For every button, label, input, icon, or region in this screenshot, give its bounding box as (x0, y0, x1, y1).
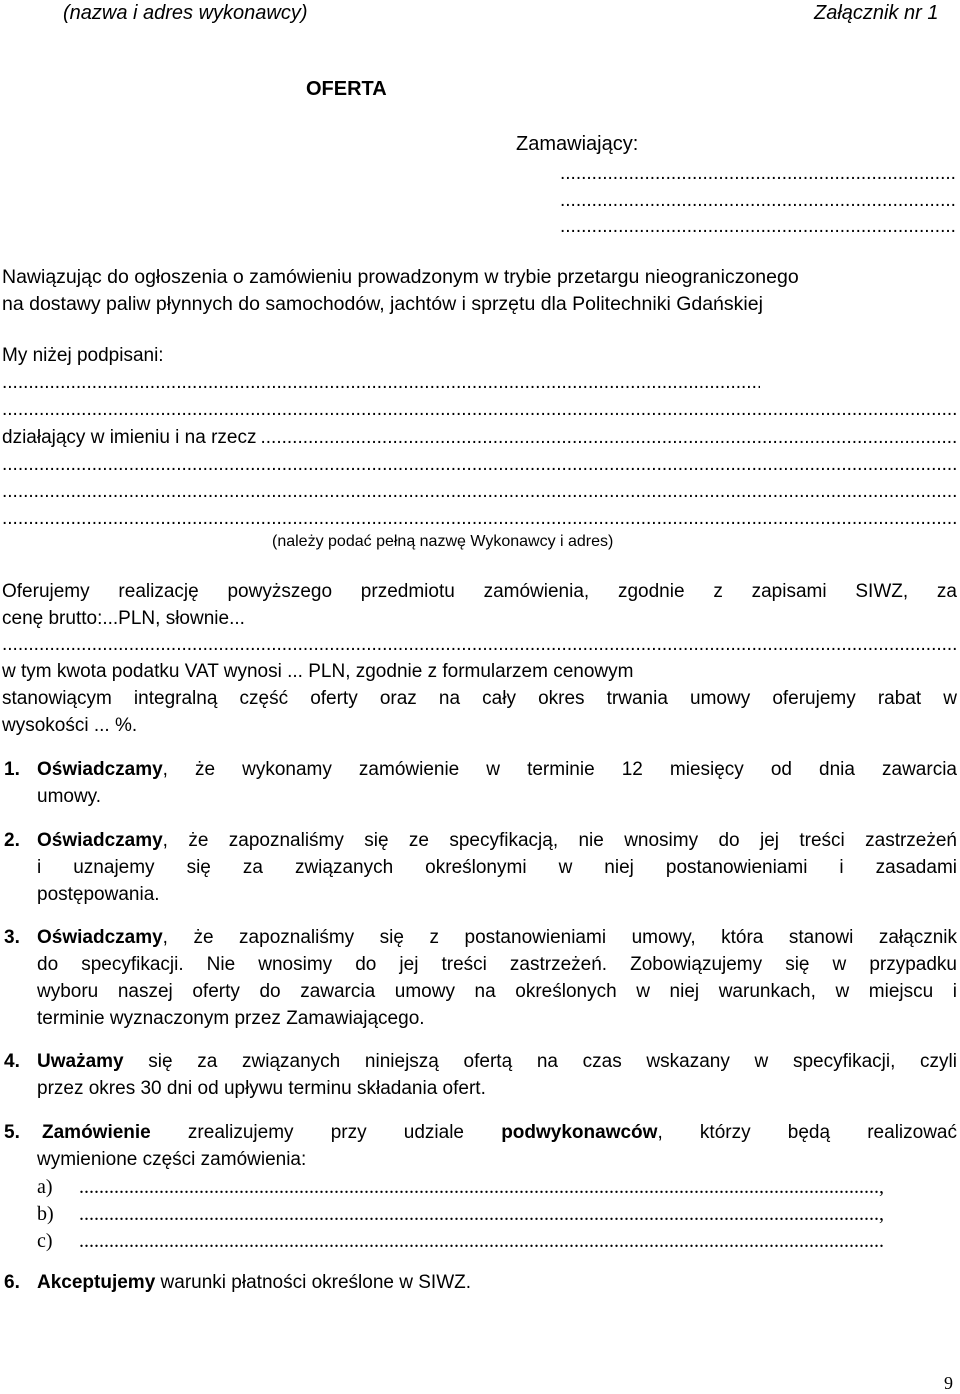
item-3-line-4: terminie wyznaczonym przez Zamawiającego. (37, 1008, 425, 1029)
item-4-line-2: przez okres 30 dni od upływu terminu składania ofert. (37, 1078, 486, 1099)
subcontract-item-c (37, 1230, 897, 1253)
item-3-text: , że zapoznaliśmy się z postanowieniami umowy, która stanowi załącznik (162, 927, 957, 948)
acting-dotted-line-3 (2, 481, 957, 503)
client-dotted-line-3 (560, 216, 957, 238)
subcontract-end-a: , (879, 1176, 884, 1198)
subcontract-end-b: , (879, 1203, 884, 1225)
offer-line-4: stanowiącym integralną część oferty oraz na cały okres trwania umowy oferujemy rabat w (2, 688, 957, 709)
acting-label: działający w imieniu i na rzecz (2, 427, 257, 448)
contractor-name-label: (nazwa i adres wykonawcy) (63, 2, 308, 24)
acting-dotted (261, 427, 958, 449)
offer-line-3: w tym kwota podatku VAT wynosi ... PLN, zgodnie z formularzem cenowym (2, 661, 634, 682)
subcontract-label-c: c) (37, 1230, 53, 1252)
document-title: OFERTA (306, 78, 387, 100)
intro-line-1: Nawiązując do ogłoszenia o zamówieniu prowadzonym w trybie przetargu nieograniczonego (2, 266, 799, 288)
client-label: Zamawiający: (516, 133, 639, 155)
subcontract-item-a (37, 1176, 897, 1199)
attachment-label: Załącznik nr 1 (814, 2, 939, 24)
signatories-dotted-line-1 (2, 372, 760, 394)
acting-dotted-line-4 (2, 508, 957, 530)
intro-line-2: na dostawy paliw płynnych do samochodów, jachtów i sprzętu dla Politechniki Gdańskiej (2, 293, 763, 315)
acting-dotted-line-2 (2, 454, 957, 476)
item-6-bold: Akceptujemy (37, 1272, 156, 1293)
item-6-text: warunki płatności określone w SIWZ. (155, 1272, 472, 1293)
page-number: 9 (944, 1373, 953, 1393)
item-5-text-a: zrealizujemy przy udziale (150, 1122, 502, 1143)
subcontract-label-a: a) (37, 1176, 53, 1198)
item-2-bold: Oświadczamy (37, 830, 163, 851)
item-5-text-b: , którzy będą realizować (657, 1122, 957, 1143)
item-1-number: 1. (4, 759, 20, 780)
item-5-number: 5. (4, 1122, 20, 1143)
signatories-dotted-line-2 (2, 399, 957, 421)
signatories-label: My niżej podpisani: (2, 345, 164, 366)
item-2-line-2: i uznajemy się za związanych określonymi w niej postanowieniami i zasadami (37, 857, 957, 878)
offer-line-5: wysokości ... %. (2, 715, 138, 736)
contractor-note: (należy podać pełną nazwę Wykonawcy i adres) (272, 533, 614, 550)
item-6-number: 6. (4, 1272, 20, 1293)
client-dotted-line-2 (560, 190, 957, 212)
subcontract-dots-a (79, 1176, 879, 1199)
offer-line-2: cenę brutto:...PLN, słownie... (2, 608, 245, 629)
item-1-line-1 (37, 759, 957, 781)
subcontract-dots-c (79, 1230, 885, 1253)
item-4-text: się za związanych niniejszą ofertą na czas wskazany w specyfikacji, czyli (123, 1051, 957, 1072)
subcontract-item-b (37, 1203, 897, 1226)
offer-line-1: Oferujemy realizację powyższego przedmiotu zamówienia, zgodnie z zapisami SIWZ, za (2, 581, 957, 602)
item-3-line-3: wyboru naszej oferty do zawarcia umowy na określonych w niej warunkach, w miejscu i (37, 981, 957, 1002)
item-3-bold: Oświadczamy (37, 927, 163, 948)
item-5-line-1 (42, 1122, 957, 1144)
item-2-line-3: postępowania. (37, 884, 160, 905)
item-5-line-2: wymienione części zamówienia: (37, 1149, 307, 1170)
offer-dotted-line (2, 634, 957, 656)
item-5-bold: Zamówienie (42, 1122, 151, 1143)
item-4-number: 4. (4, 1051, 20, 1072)
item-4-bold: Uważamy (37, 1051, 124, 1072)
client-dotted-line-1 (560, 163, 957, 185)
item-2-line-1 (37, 830, 957, 852)
item-4-line-1 (37, 1051, 957, 1073)
item-2-number: 2. (4, 830, 20, 851)
item-6-line-1 (37, 1272, 471, 1294)
acting-line (2, 427, 957, 449)
item-1-bold: Oświadczamy (37, 759, 163, 780)
item-1-text: , że wykonamy zamówienie w terminie 12 miesięcy od dnia zawarcia (162, 759, 957, 780)
subcontract-dots-b (79, 1203, 879, 1226)
item-3-line-2: do specyfikacji. Nie wnosimy do jej treści zastrzeżeń. Zobowiązujemy się w przypadku (37, 954, 957, 975)
subcontract-label-b: b) (37, 1203, 54, 1225)
item-3-line-1 (37, 927, 957, 949)
item-5-bold-2: podwykonawców (501, 1122, 658, 1143)
item-2-text: , że zapoznaliśmy się ze specyfikacją, nie wnosimy do jej treści zastrzeżeń (162, 830, 957, 851)
item-3-number: 3. (4, 927, 20, 948)
item-1-line-2: umowy. (37, 786, 102, 807)
